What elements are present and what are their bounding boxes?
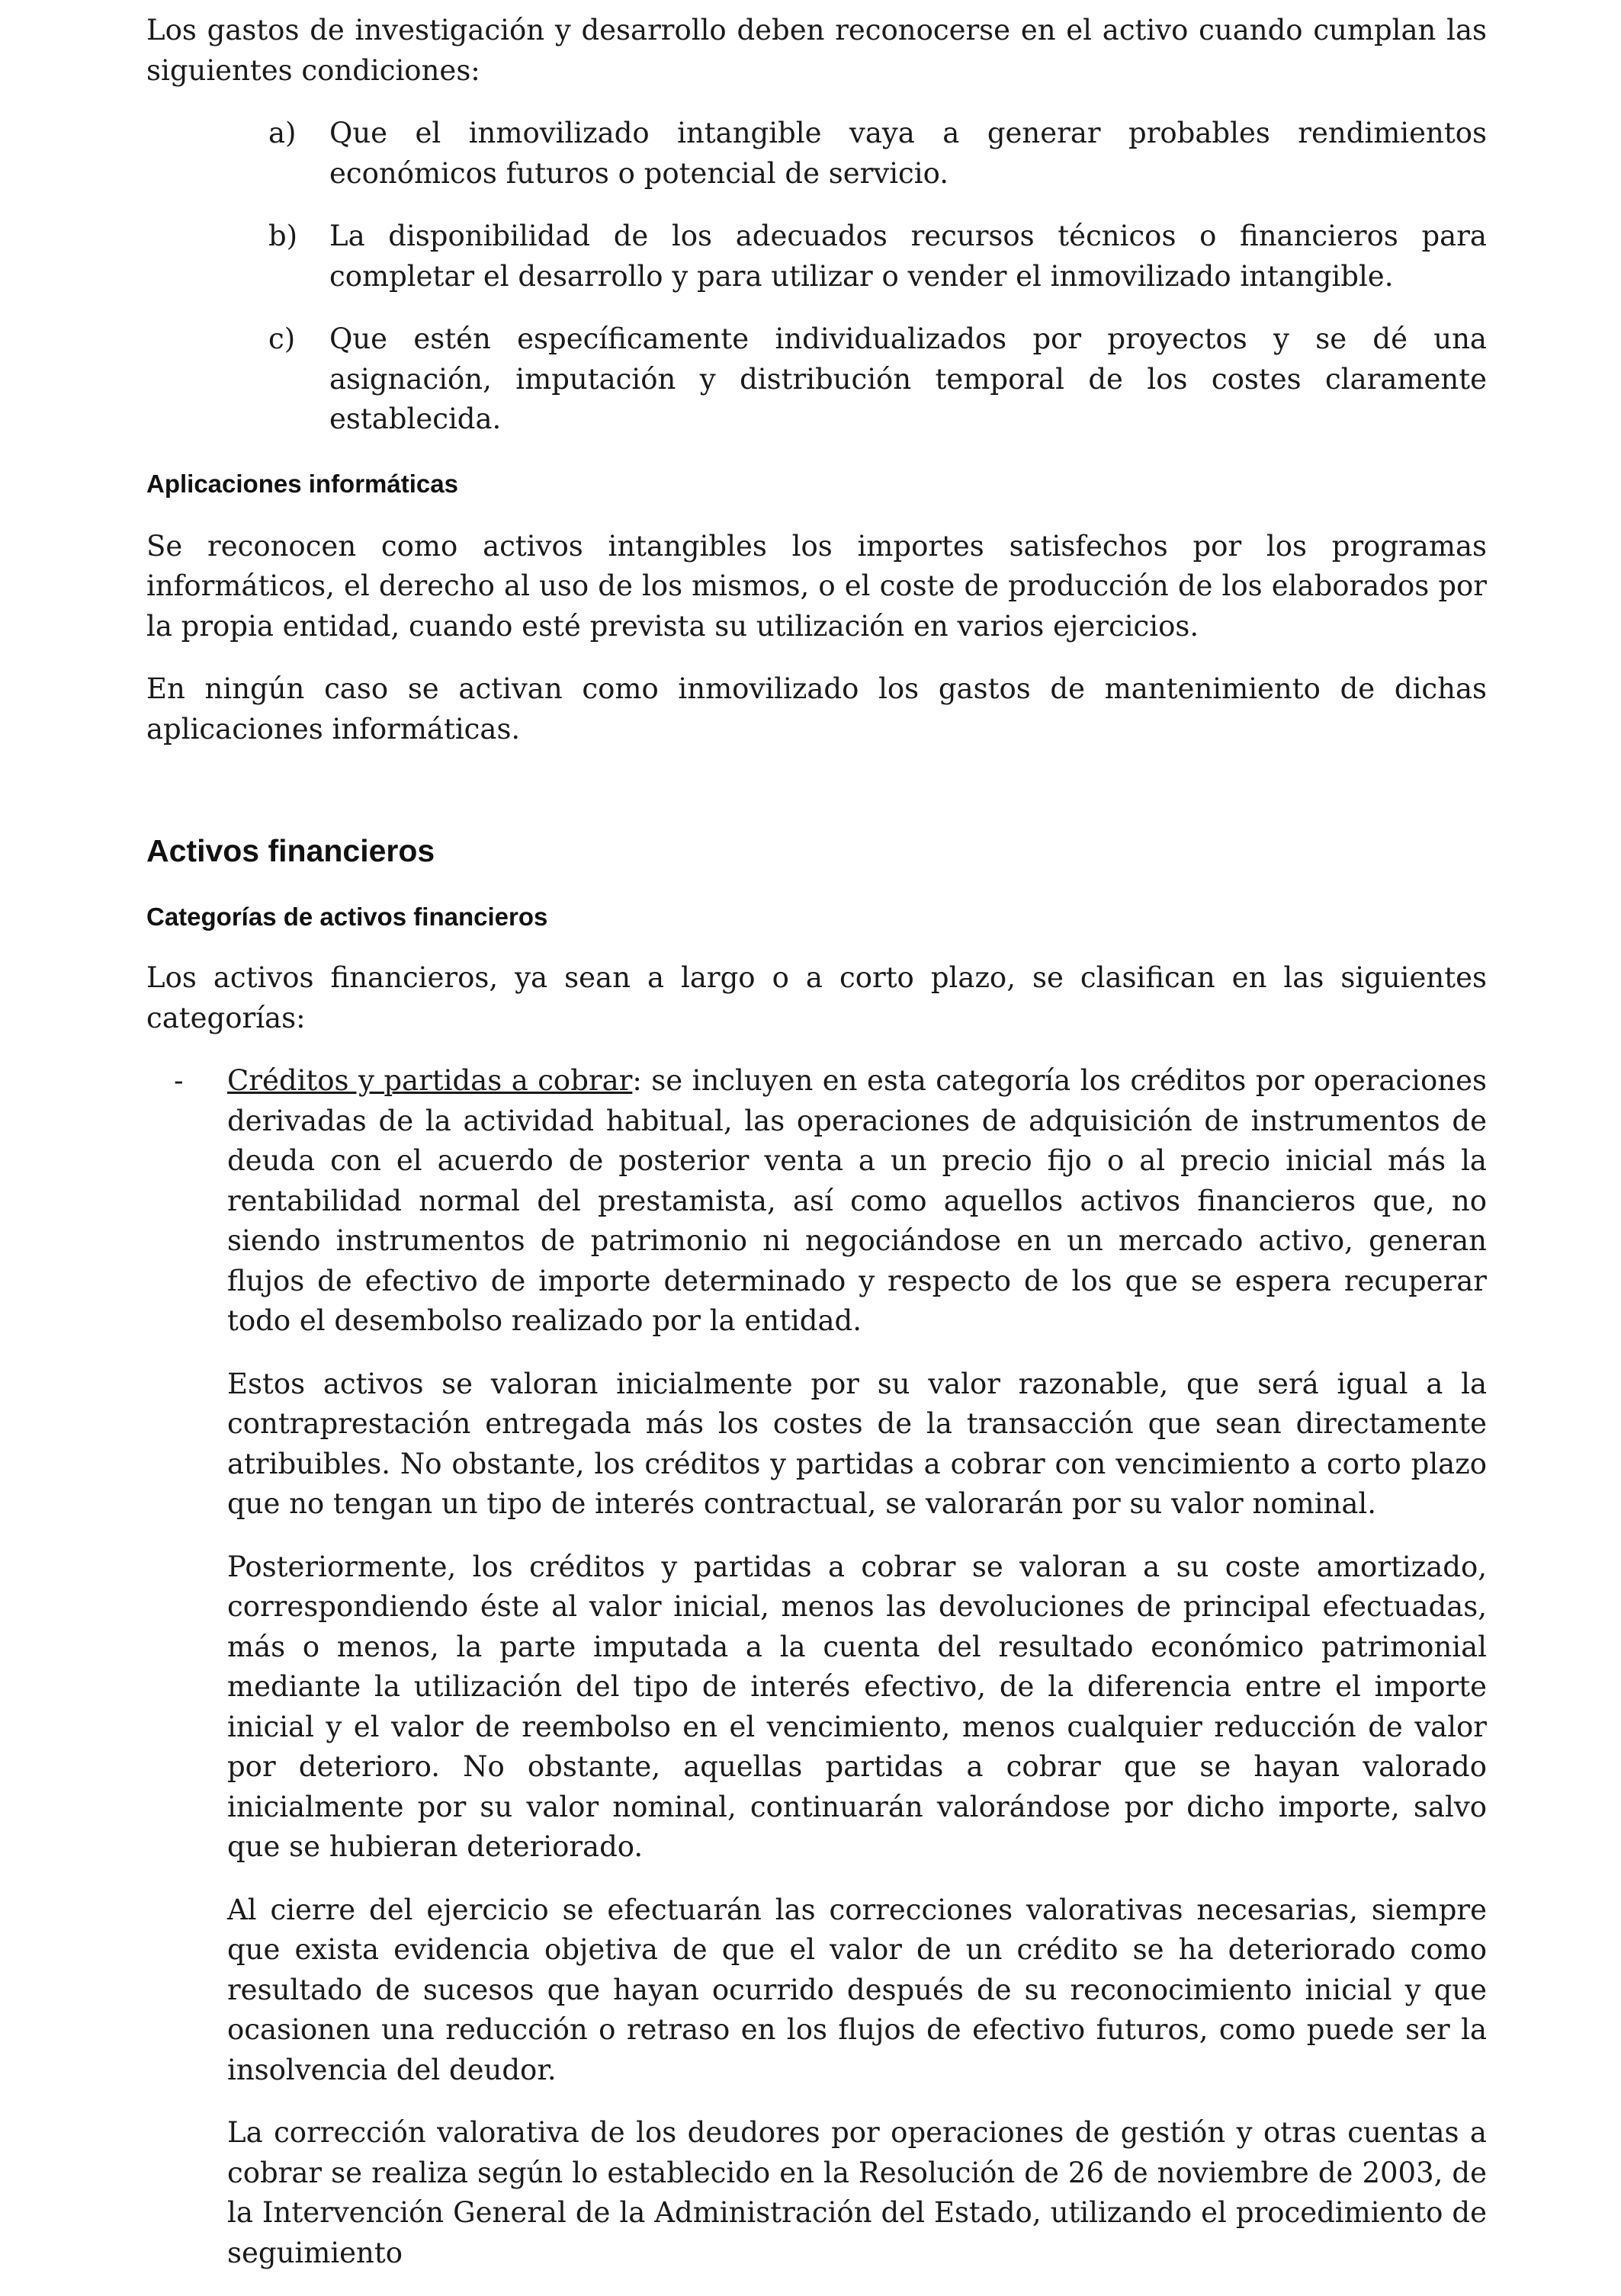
financial-assets-heading: Activos financieros (146, 833, 435, 868)
condition-item (146, 216, 1487, 297)
apps-heading: Aplicaciones informáticas (146, 469, 458, 498)
condition-label: b) (268, 220, 298, 252)
conditions-list (146, 114, 1487, 440)
apps-paragraph-2: En ningún caso se activan como inmovilizado los gastos de mantenimiento de dichas aplicaciones informáticas. (146, 672, 1487, 746)
apps-paragraph-1: Se reconocen como activos intangibles los importes satisfechos por los programas informáticos, el derecho al uso de los mismos, o el coste de producción de los elaborados por la propia entidad, cuando esté prevista su utilización en varios ejercicios. (146, 529, 1487, 643)
categories-list (146, 1061, 1487, 2296)
condition-text: La disponibilidad de los adecuados recursos técnicos o financieros para completar el desarrollo y para utilizar o vender el inmovilizado intangible. (329, 220, 1487, 293)
document-page (146, 11, 1487, 2296)
condition-item (146, 114, 1487, 194)
bullet-paragraph-4: Al cierre del ejercicio se efectuarán las correcciones valorativas necesarias, siempre que exista evidencia objetiva de que el valor de un crédito se ha deteriorado como resultado de sucesos que hayan ocurrido después de su reconocimiento inicial y que ocasionen una reducción o retraso en los flujos de efectivo futuros, como puede ser la insolvencia del deudor. (227, 1893, 1487, 2086)
categories-intro: Los activos financieros, ya sean a largo o a corto plazo, se clasifican en las siguientes categorías: (146, 961, 1487, 1034)
bullet-paragraph-1 (227, 1061, 1487, 1342)
condition-label: a) (268, 117, 297, 149)
condition-text: Que el inmovilizado intangible vaya a generar probables rendimientos económicos futuros o potencial de servicio. (329, 117, 1487, 190)
category-description: : se incluyen en esta categoría los créditos por operaciones derivadas de la actividad habitual, las operaciones de adquisición de instrumentos de deuda con el acuerdo de posterior venta a un precio fijo o al precio inicial más la rentabilidad normal del prestamista, así como aquellos activos financieros que, no siendo instrumentos de patrimonio ni negociándose en un mercado activo, generan flujos de efectivo de importe determinado y respecto de los que se espera recuperar todo el desembolso realizado por la entidad. (227, 1064, 1487, 1337)
condition-text: Que estén específicamente individualizados por proyectos y se dé una asignación, imputación y distribución temporal de los costes claramente establecida. (329, 322, 1487, 435)
dash-bullet: - (174, 1064, 184, 1097)
list-item-body (227, 1061, 1487, 2296)
bullet-paragraph-2: Estos activos se valoran inicialmente por su valor razonable, que será igual a la contraprestación entregada más los costes de la transacción que sean directamente atribuibles. No obstante, los créditos y partidas a cobrar con vencimiento a corto plazo que no tengan un tipo de interés contractual, se valorarán por su valor nominal. (227, 1367, 1487, 1520)
condition-item (146, 319, 1487, 440)
bullet-paragraph-3: Posteriormente, los créditos y partidas a cobrar se valoran a su coste amortizado, correspondiendo éste al valor inicial, menos las devoluciones de principal efectuadas, más o menos, la parte imputada a la cuenta del resultado económico patrimonial mediante la utilización del tipo de interés efectivo, de la diferencia entre el importe inicial y el valor de reembolso en el vencimiento, menos cualquier reducción de valor por deterioro. No obstante, aquellas partidas a cobrar que se hayan valorado inicialmente por su valor nominal, continuarán valorándose por dicho importe, salvo que se hubieran deteriorado. (227, 1550, 1487, 1863)
category-term: Créditos y partidas a cobrar (227, 1064, 633, 1097)
condition-label: c) (268, 322, 296, 355)
intro-paragraph: Los gastos de investigación y desarrollo deben reconocerse en el activo cuando cumplan las siguientes condiciones: (146, 14, 1487, 87)
list-item (146, 1061, 1487, 2296)
categories-heading: Categorías de activos financieros (146, 903, 548, 931)
bullet-paragraph-5: La corrección valorativa de los deudores por operaciones de gestión y otras cuentas a cobrar se realiza según lo establecido en la Resolución de 26 de noviembre de 2003, de la Intervención General de la Administración del Estado, utilizando el procedimiento de seguimiento (227, 2116, 1487, 2269)
